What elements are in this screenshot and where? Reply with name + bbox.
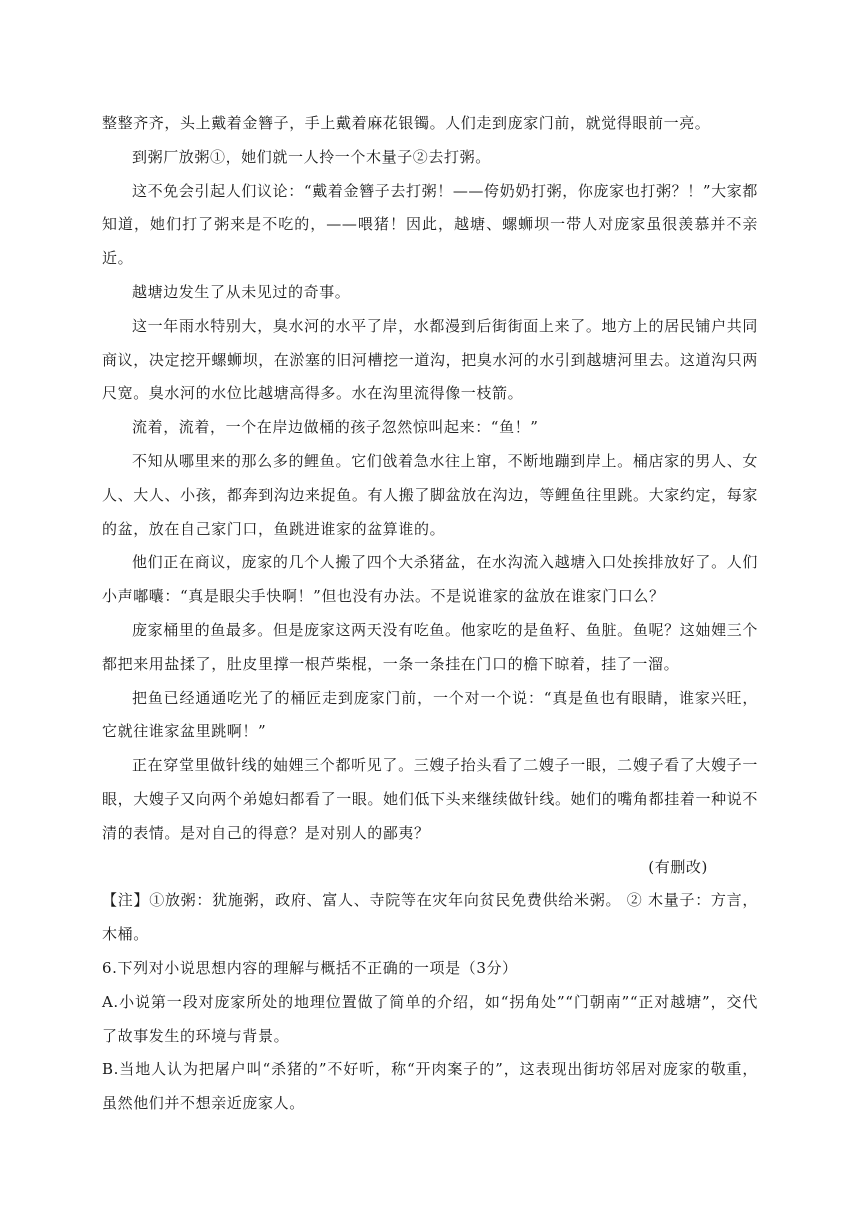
paragraph-cooper-remark: 把鱼已经通通吃光了的桶匠走到庞家门前，一个对一个说：“真是鱼也有眼睛，谁家兴旺，它就往谁家盆里跳啊！” [102,688,758,741]
paragraph-heavy-rain: 这一年雨水特别大，臭水河的水平了岸，水都漫到后街街面上来了。地方上的居民铺户共同商议，决定挖开螺蛳坝，在淤塞的旧河槽挖一道沟，把臭水河的水引到越塘河里去。这道沟只两尺宽。臭水河的水位比越塘高得多。水在沟里流得像一枝箭。 [102,316,758,403]
abridged-note: (有删改) [648,857,708,876]
question-6: 6.下列对小说思想内容的理解与概括不正确的一项是（3分） [102,958,518,977]
document-body [102,107,758,1121]
paragraph-gossip: 这不免会引起人们议论：“戴着金簪子去打粥！——侉奶奶打粥，你庞家也打粥？！”大家都知道，她们打了粥来是不吃的，——喂猪！因此，越塘、螺蛳坝一带人对庞家虽很羡慕并不亲近。 [102,181,758,268]
paragraph-continuation: 整整齐齐，头上戴着金簪子，手上戴着麻花银镯。人们走到庞家门前，就觉得眼前一亮。 [102,114,711,132]
paragraph-carp: 不知从哪里来的那么多的鲤鱼。它们戗着急水往上窜，不断地蹦到岸上。桶店家的男人、女人、大人、小孩，都奔到沟边来捉鱼。有人搬了脚盆放在沟边，等鲤鱼往里跳。大家约定，每家的盆，放在自己家门口，鱼跳进谁家的盆算谁的。 [102,451,758,538]
paragraph-sisters-in-law: 正在穿堂里做针线的妯娌三个都听见了。三嫂子抬头看了二嫂子一眼，二嫂子看了大嫂子一眼，大嫂子又向两个弟媳妇都看了一眼。她们低下头来继续做针线。她们的嘴角都挂着一种说不清的表情。是对自己的得意？是对别人的鄙夷？ [102,756,758,842]
paragraph-pig-basins: 他们正在商议，庞家的几个人搬了四个大杀猪盆，在水沟流入越塘入口处挨排放好了。人们小声嘟囔：“真是眼尖手快啊！”但也没有办法。不是说谁家的盆放在谁家门口么？ [102,553,758,606]
paragraph-fish-cry: 流着，流着，一个在岸边做桶的孩子忽然惊叫起来：“鱼！” [132,418,539,437]
paragraph-porridge: 到粥厂放粥①，她们就一人拎一个木量子②去打粥。 [132,147,491,166]
option-a: A.小说第一段对庞家所处的地理位置做了简单的介绍，如“拐角处”“门朝南”“正对越塘”，交代了故事发生的环境与背景。 [102,992,758,1045]
paragraph-strange-event: 越塘边发生了从未见过的奇事。 [132,282,351,301]
annotation-note: 【注】①放粥：犹施粥，政府、富人、寺院等在灾年向贫民免费供给米粥。 ② 木量子：方言，木桶。 [102,891,758,944]
option-b: B.当地人认为把屠户叫“杀猪的”不好听，称“开肉案子的”，这表现出街坊邻居对庞家的敬重，虽然他们并不想亲近庞家人。 [102,1060,758,1113]
paragraph-dried-fish: 庞家桶里的鱼最多。但是庞家这两天没有吃鱼。他家吃的是鱼籽、鱼脏。鱼呢？这妯娌三个都把来用盐揉了，肚皮里撑一根芦柴棍，一条一条挂在门口的檐下晾着，挂了一溜。 [102,620,758,673]
